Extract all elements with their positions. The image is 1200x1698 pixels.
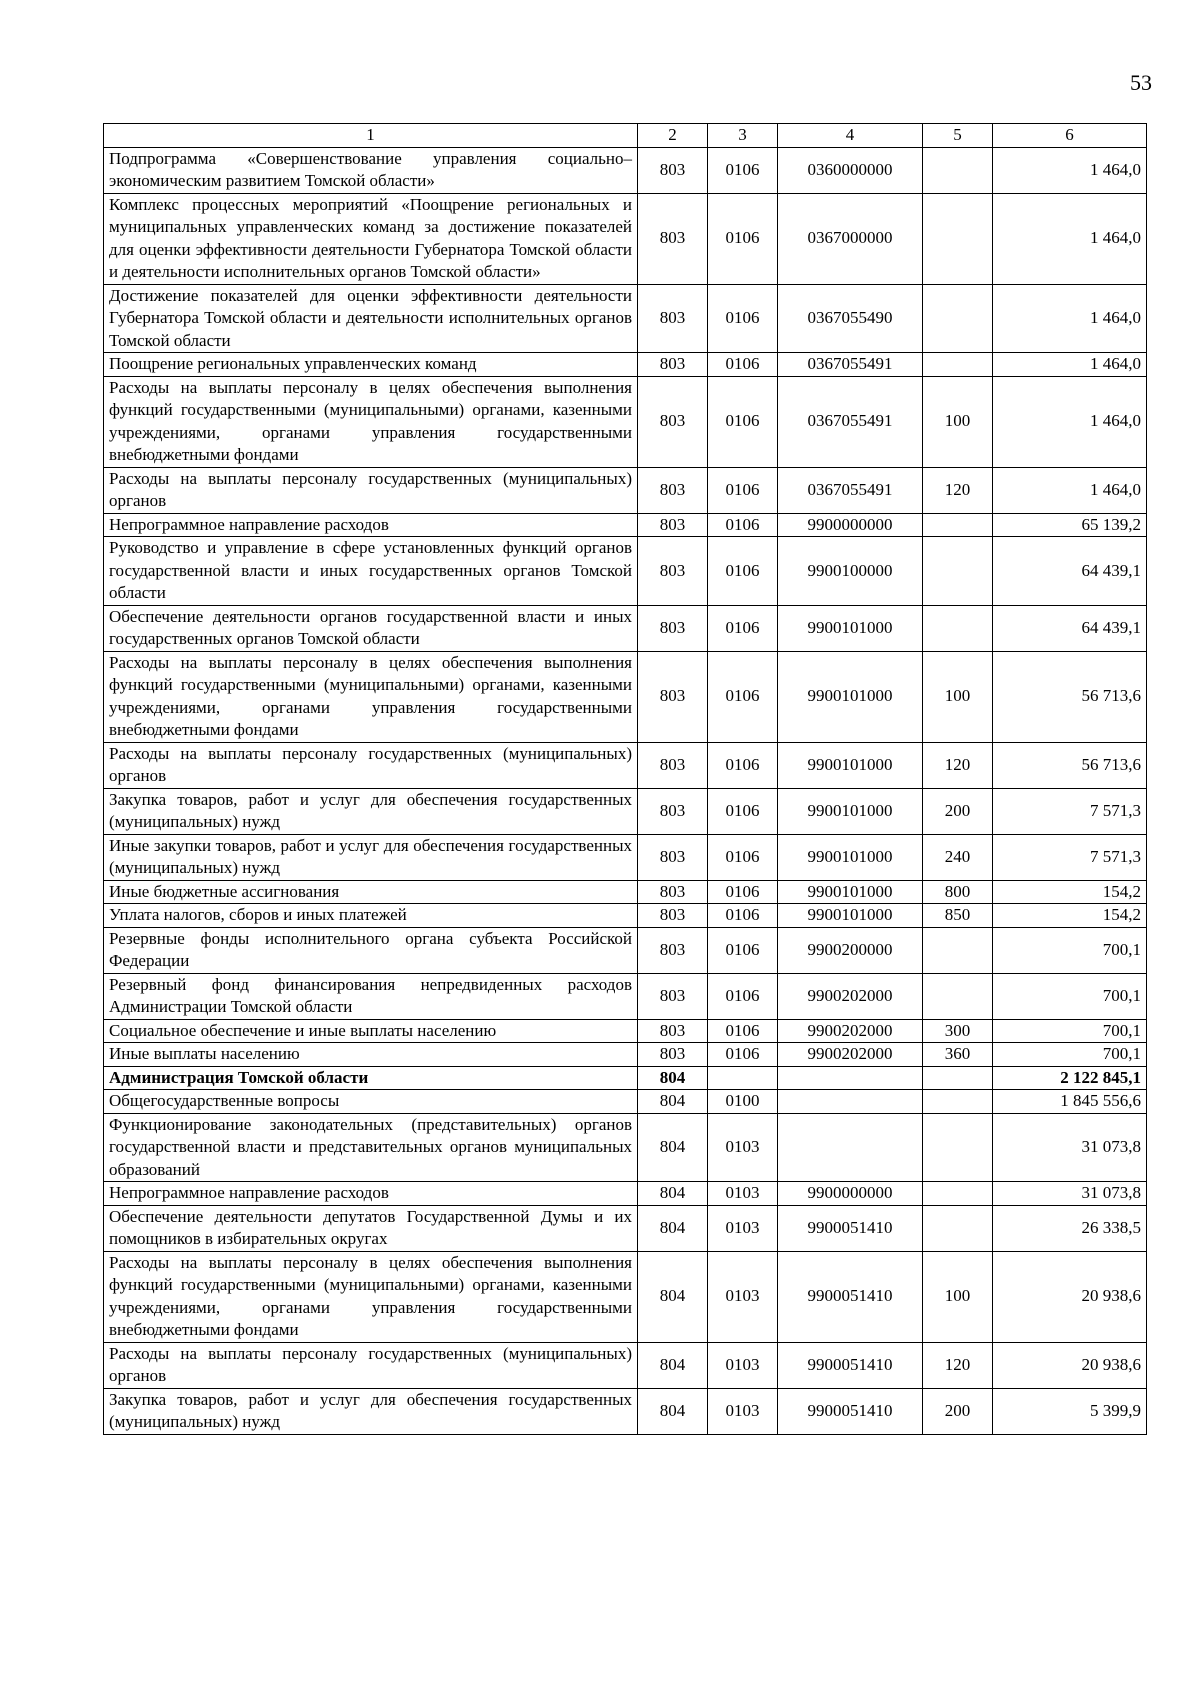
table-row bbox=[104, 904, 1147, 928]
expense-type-cell bbox=[923, 1182, 993, 1206]
row-name-cell: Обеспечение деятельности органов государственной власти и иных государственных органов Томской области bbox=[104, 605, 638, 651]
table-row bbox=[104, 651, 1147, 742]
table-row bbox=[104, 1043, 1147, 1067]
department-code-cell: 803 bbox=[638, 1043, 708, 1067]
table-row bbox=[104, 788, 1147, 834]
expense-type-cell bbox=[923, 1205, 993, 1251]
section-code-cell: 0103 bbox=[708, 1205, 778, 1251]
expense-type-cell bbox=[923, 973, 993, 1019]
target-article-cell: 9900202000 bbox=[778, 973, 923, 1019]
section-code-cell: 0106 bbox=[708, 605, 778, 651]
department-code-cell: 804 bbox=[638, 1251, 708, 1342]
expense-type-cell: 200 bbox=[923, 1388, 993, 1434]
target-article-cell: 0360000000 bbox=[778, 147, 923, 193]
table-row bbox=[104, 1342, 1147, 1388]
target-article-cell: 0367000000 bbox=[778, 193, 923, 284]
row-name-cell: Администрация Томской области bbox=[104, 1066, 638, 1090]
department-code-cell: 804 bbox=[638, 1182, 708, 1206]
section-code-cell: 0106 bbox=[708, 193, 778, 284]
target-article-cell: 0367055491 bbox=[778, 376, 923, 467]
row-name-cell: Расходы на выплаты персоналу государственных (муниципальных) органов bbox=[104, 742, 638, 788]
target-article-cell: 9900051410 bbox=[778, 1251, 923, 1342]
department-code-cell: 804 bbox=[638, 1388, 708, 1434]
expense-type-cell: 800 bbox=[923, 880, 993, 904]
section-code-cell: 0103 bbox=[708, 1388, 778, 1434]
amount-cell: 5 399,9 bbox=[993, 1388, 1147, 1434]
table-row bbox=[104, 1182, 1147, 1206]
table-row bbox=[104, 742, 1147, 788]
section-code-cell: 0106 bbox=[708, 973, 778, 1019]
amount-cell: 700,1 bbox=[993, 973, 1147, 1019]
department-code-cell: 803 bbox=[638, 537, 708, 606]
row-name-cell: Расходы на выплаты персоналу в целях обеспечения выполнения функций государственными (муниципальными) органами, казенными учреждениями, органами управления государственными внебюджетными фондами bbox=[104, 1251, 638, 1342]
table-row bbox=[104, 147, 1147, 193]
table-row bbox=[104, 537, 1147, 606]
amount-cell: 56 713,6 bbox=[993, 742, 1147, 788]
amount-cell: 65 139,2 bbox=[993, 513, 1147, 537]
expense-type-cell bbox=[923, 513, 993, 537]
expense-type-cell bbox=[923, 193, 993, 284]
department-code-cell: 803 bbox=[638, 1019, 708, 1043]
department-code-cell: 803 bbox=[638, 284, 708, 353]
amount-cell: 1 845 556,6 bbox=[993, 1090, 1147, 1114]
department-code-cell: 803 bbox=[638, 376, 708, 467]
target-article-cell: 9900202000 bbox=[778, 1043, 923, 1067]
table-row bbox=[104, 834, 1147, 880]
row-name-cell: Непрограммное направление расходов bbox=[104, 513, 638, 537]
section-code-cell: 0106 bbox=[708, 1019, 778, 1043]
expense-type-cell: 120 bbox=[923, 467, 993, 513]
target-article-cell: 9900000000 bbox=[778, 513, 923, 537]
target-article-cell: 9900051410 bbox=[778, 1342, 923, 1388]
department-code-cell: 803 bbox=[638, 904, 708, 928]
target-article-cell: 9900101000 bbox=[778, 788, 923, 834]
row-name-cell: Непрограммное направление расходов bbox=[104, 1182, 638, 1206]
target-article-cell: 9900051410 bbox=[778, 1388, 923, 1434]
row-name-cell: Достижение показателей для оценки эффективности деятельности Губернатора Томской области и деятельности исполнительных органов Томской области bbox=[104, 284, 638, 353]
amount-cell: 154,2 bbox=[993, 880, 1147, 904]
table-row bbox=[104, 513, 1147, 537]
target-article-cell: 9900202000 bbox=[778, 1019, 923, 1043]
row-name-cell: Подпрограмма «Совершенствование управления социально–экономическим развитием Томской области» bbox=[104, 147, 638, 193]
department-code-cell: 804 bbox=[638, 1342, 708, 1388]
section-code-cell: 0103 bbox=[708, 1113, 778, 1182]
amount-cell: 64 439,1 bbox=[993, 605, 1147, 651]
column-header: 2 bbox=[638, 124, 708, 148]
section-code-cell: 0106 bbox=[708, 537, 778, 606]
expense-type-cell bbox=[923, 927, 993, 973]
department-code-cell: 803 bbox=[638, 353, 708, 377]
section-code-cell: 0106 bbox=[708, 147, 778, 193]
amount-cell: 7 571,3 bbox=[993, 834, 1147, 880]
row-name-cell: Общегосударственные вопросы bbox=[104, 1090, 638, 1114]
amount-cell: 56 713,6 bbox=[993, 651, 1147, 742]
table-row bbox=[104, 927, 1147, 973]
table-row bbox=[104, 1251, 1147, 1342]
department-code-cell: 803 bbox=[638, 880, 708, 904]
column-header: 5 bbox=[923, 124, 993, 148]
expense-type-cell: 120 bbox=[923, 1342, 993, 1388]
amount-cell: 64 439,1 bbox=[993, 537, 1147, 606]
table-row bbox=[104, 605, 1147, 651]
expense-type-cell bbox=[923, 353, 993, 377]
row-name-cell: Руководство и управление в сфере установленных функций органов государственной власти и иных государственных органов Томской области bbox=[104, 537, 638, 606]
column-header: 1 bbox=[104, 124, 638, 148]
target-article-cell bbox=[778, 1113, 923, 1182]
amount-cell: 26 338,5 bbox=[993, 1205, 1147, 1251]
target-article-cell: 9900101000 bbox=[778, 904, 923, 928]
section-code-cell: 0103 bbox=[708, 1182, 778, 1206]
department-code-cell: 804 bbox=[638, 1090, 708, 1114]
table-row bbox=[104, 193, 1147, 284]
department-code-cell: 803 bbox=[638, 513, 708, 537]
section-code-cell: 0106 bbox=[708, 788, 778, 834]
section-code-cell: 0106 bbox=[708, 376, 778, 467]
target-article-cell: 0367055491 bbox=[778, 467, 923, 513]
expense-type-cell: 360 bbox=[923, 1043, 993, 1067]
table-row bbox=[104, 1205, 1147, 1251]
section-code-cell: 0106 bbox=[708, 880, 778, 904]
table-row bbox=[104, 1090, 1147, 1114]
row-name-cell: Обеспечение деятельности депутатов Государственной Думы и их помощников в избирательных округах bbox=[104, 1205, 638, 1251]
table-row bbox=[104, 467, 1147, 513]
section-code-cell: 0106 bbox=[708, 834, 778, 880]
table-row bbox=[104, 284, 1147, 353]
section-code-cell: 0103 bbox=[708, 1342, 778, 1388]
department-code-cell: 803 bbox=[638, 788, 708, 834]
department-code-cell: 803 bbox=[638, 927, 708, 973]
column-header: 4 bbox=[778, 124, 923, 148]
target-article-cell: 9900101000 bbox=[778, 742, 923, 788]
table-header-row bbox=[104, 124, 1147, 148]
section-code-cell: 0106 bbox=[708, 651, 778, 742]
table-row bbox=[104, 1066, 1147, 1090]
amount-cell: 31 073,8 bbox=[993, 1113, 1147, 1182]
target-article-cell: 9900200000 bbox=[778, 927, 923, 973]
row-name-cell: Функционирование законодательных (представительных) органов государственной власти и представительных органов муниципальных образований bbox=[104, 1113, 638, 1182]
table-row bbox=[104, 353, 1147, 377]
section-code-cell: 0106 bbox=[708, 467, 778, 513]
expense-type-cell bbox=[923, 1066, 993, 1090]
expense-type-cell bbox=[923, 284, 993, 353]
row-name-cell: Закупка товаров, работ и услуг для обеспечения государственных (муниципальных) нужд bbox=[104, 788, 638, 834]
column-header: 3 bbox=[708, 124, 778, 148]
amount-cell: 31 073,8 bbox=[993, 1182, 1147, 1206]
section-code-cell: 0106 bbox=[708, 284, 778, 353]
section-code-cell: 0106 bbox=[708, 1043, 778, 1067]
target-article-cell bbox=[778, 1090, 923, 1114]
expense-type-cell: 200 bbox=[923, 788, 993, 834]
row-name-cell: Расходы на выплаты персоналу государственных (муниципальных) органов bbox=[104, 467, 638, 513]
row-name-cell: Уплата налогов, сборов и иных платежей bbox=[104, 904, 638, 928]
expense-type-cell: 850 bbox=[923, 904, 993, 928]
table-row bbox=[104, 880, 1147, 904]
section-code-cell bbox=[708, 1066, 778, 1090]
row-name-cell: Социальное обеспечение и иные выплаты населению bbox=[104, 1019, 638, 1043]
row-name-cell: Закупка товаров, работ и услуг для обеспечения государственных (муниципальных) нужд bbox=[104, 1388, 638, 1434]
department-code-cell: 804 bbox=[638, 1066, 708, 1090]
target-article-cell bbox=[778, 1066, 923, 1090]
table-row bbox=[104, 1019, 1147, 1043]
department-code-cell: 804 bbox=[638, 1205, 708, 1251]
section-code-cell: 0106 bbox=[708, 904, 778, 928]
department-code-cell: 803 bbox=[638, 467, 708, 513]
section-code-cell: 0106 bbox=[708, 927, 778, 973]
section-code-cell: 0106 bbox=[708, 353, 778, 377]
amount-cell: 700,1 bbox=[993, 927, 1147, 973]
department-code-cell: 803 bbox=[638, 834, 708, 880]
amount-cell: 1 464,0 bbox=[993, 193, 1147, 284]
department-code-cell: 803 bbox=[638, 973, 708, 1019]
target-article-cell: 9900000000 bbox=[778, 1182, 923, 1206]
section-code-cell: 0106 bbox=[708, 513, 778, 537]
expense-type-cell bbox=[923, 537, 993, 606]
amount-cell: 20 938,6 bbox=[993, 1251, 1147, 1342]
row-name-cell: Резервный фонд финансирования непредвиденных расходов Администрации Томской области bbox=[104, 973, 638, 1019]
row-name-cell: Расходы на выплаты персоналу в целях обеспечения выполнения функций государственными (муниципальными) органами, казенными учреждениями, органами управления государственными внебюджетными фондами bbox=[104, 651, 638, 742]
amount-cell: 2 122 845,1 bbox=[993, 1066, 1147, 1090]
table-row bbox=[104, 1113, 1147, 1182]
department-code-cell: 804 bbox=[638, 1113, 708, 1182]
amount-cell: 1 464,0 bbox=[993, 353, 1147, 377]
amount-cell: 7 571,3 bbox=[993, 788, 1147, 834]
table-row bbox=[104, 376, 1147, 467]
target-article-cell: 9900101000 bbox=[778, 834, 923, 880]
expense-type-cell: 240 bbox=[923, 834, 993, 880]
amount-cell: 1 464,0 bbox=[993, 467, 1147, 513]
section-code-cell: 0103 bbox=[708, 1251, 778, 1342]
row-name-cell: Иные бюджетные ассигнования bbox=[104, 880, 638, 904]
target-article-cell: 9900100000 bbox=[778, 537, 923, 606]
row-name-cell: Резервные фонды исполнительного органа субъекта Российской Федерации bbox=[104, 927, 638, 973]
department-code-cell: 803 bbox=[638, 147, 708, 193]
expense-type-cell bbox=[923, 605, 993, 651]
expense-type-cell: 300 bbox=[923, 1019, 993, 1043]
row-name-cell: Комплекс процессных мероприятий «Поощрение региональных и муниципальных управленческих команд за достижение показателей для оценки эффективности деятельности Губернатора Томской области и деятельности исполнительных органов Томской области» bbox=[104, 193, 638, 284]
target-article-cell: 9900101000 bbox=[778, 651, 923, 742]
expense-type-cell: 120 bbox=[923, 742, 993, 788]
budget-table bbox=[103, 123, 1147, 1435]
row-name-cell: Иные закупки товаров, работ и услуг для обеспечения государственных (муниципальных) нужд bbox=[104, 834, 638, 880]
department-code-cell: 803 bbox=[638, 605, 708, 651]
expense-type-cell bbox=[923, 147, 993, 193]
department-code-cell: 803 bbox=[638, 742, 708, 788]
row-name-cell: Поощрение региональных управленческих команд bbox=[104, 353, 638, 377]
target-article-cell: 0367055490 bbox=[778, 284, 923, 353]
table-row bbox=[104, 1388, 1147, 1434]
expense-type-cell bbox=[923, 1090, 993, 1114]
amount-cell: 700,1 bbox=[993, 1019, 1147, 1043]
amount-cell: 700,1 bbox=[993, 1043, 1147, 1067]
amount-cell: 1 464,0 bbox=[993, 284, 1147, 353]
expense-type-cell: 100 bbox=[923, 651, 993, 742]
page-number: 53 bbox=[1130, 70, 1152, 95]
target-article-cell: 9900101000 bbox=[778, 605, 923, 651]
section-code-cell: 0100 bbox=[708, 1090, 778, 1114]
section-code-cell: 0106 bbox=[708, 742, 778, 788]
row-name-cell: Расходы на выплаты персоналу в целях обеспечения выполнения функций государственными (муниципальными) органами, казенными учреждениями, органами управления государственными внебюджетными фондами bbox=[104, 376, 638, 467]
target-article-cell: 9900051410 bbox=[778, 1205, 923, 1251]
row-name-cell: Иные выплаты населению bbox=[104, 1043, 638, 1067]
amount-cell: 154,2 bbox=[993, 904, 1147, 928]
row-name-cell: Расходы на выплаты персоналу государственных (муниципальных) органов bbox=[104, 1342, 638, 1388]
column-header: 6 bbox=[993, 124, 1147, 148]
amount-cell: 1 464,0 bbox=[993, 147, 1147, 193]
target-article-cell: 0367055491 bbox=[778, 353, 923, 377]
department-code-cell: 803 bbox=[638, 193, 708, 284]
amount-cell: 1 464,0 bbox=[993, 376, 1147, 467]
department-code-cell: 803 bbox=[638, 651, 708, 742]
table-row bbox=[104, 973, 1147, 1019]
amount-cell: 20 938,6 bbox=[993, 1342, 1147, 1388]
target-article-cell: 9900101000 bbox=[778, 880, 923, 904]
expense-type-cell: 100 bbox=[923, 376, 993, 467]
expense-type-cell: 100 bbox=[923, 1251, 993, 1342]
expense-type-cell bbox=[923, 1113, 993, 1182]
